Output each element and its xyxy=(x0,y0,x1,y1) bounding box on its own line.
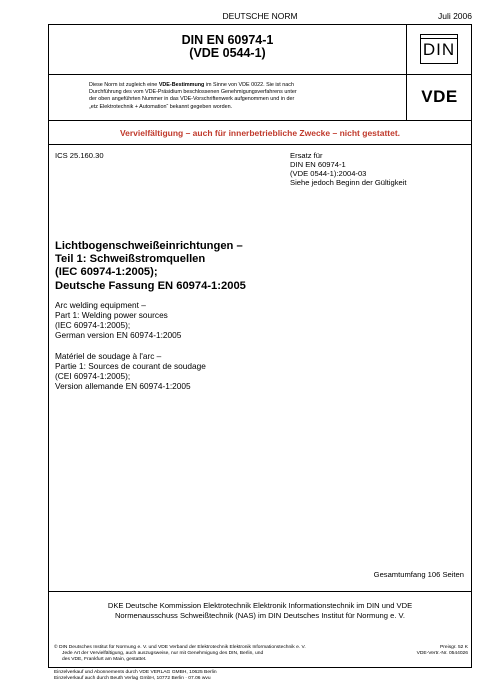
vde-logo xyxy=(408,75,471,120)
note-text: im Sinne von VDE 0022. Sie ist nach xyxy=(204,82,294,88)
note-line: „etz Elektrotechnik + Automation“ bekannt gegeben worden. xyxy=(89,103,233,110)
title-line: Lichtbogenschweißeinrichtungen – xyxy=(55,240,243,252)
replaces-line: Siehe jedoch Beginn der Gültigkeit xyxy=(290,178,407,187)
divider xyxy=(49,591,471,592)
total-pages: Gesamtumfang 106 Seiten xyxy=(373,570,464,579)
title-german xyxy=(55,240,246,293)
title-line: (CEI 60974-1:2005); xyxy=(55,371,131,381)
vde-classification-number: (VDE 0544-1) xyxy=(189,46,266,60)
ics-code: ICS 25.160.30 xyxy=(55,151,104,160)
replaces-line: DIN EN 60974-1 xyxy=(290,160,346,169)
norm-label: DEUTSCHE NORM xyxy=(222,11,298,21)
replaces-line: (VDE 0544-1):2004-03 xyxy=(290,169,367,178)
title-french xyxy=(55,351,206,391)
responsible-committees xyxy=(49,601,471,620)
title-line: Teil 1: Schweißstromquellen xyxy=(55,253,206,266)
divider xyxy=(49,144,471,145)
note-line xyxy=(89,82,398,89)
copyright-line: © DIN Deutsches Institut für Normung e. V. und VDE Verband der Elektrotechnik Elektronik Informationstechnik e. V. xyxy=(54,645,306,650)
din-logo-frame xyxy=(420,34,458,64)
price-info xyxy=(417,645,468,657)
replaces-line: Ersatz für xyxy=(290,151,323,160)
replaces-block xyxy=(290,151,407,187)
title-line: Part 1: Welding power sources xyxy=(55,310,168,320)
page-header xyxy=(48,11,472,23)
title-line: (IEC 60974-1:2005); xyxy=(55,266,158,279)
distribution-notice xyxy=(54,670,374,682)
price-group: Preisgr. 52 K xyxy=(440,645,468,650)
title-page-frame xyxy=(48,24,472,668)
copyright-line: des VDE, Frankfurt am Main, gestattet. xyxy=(62,657,147,663)
title-english xyxy=(55,300,181,340)
vde-note-row xyxy=(49,75,471,121)
din-logo-text: DIN xyxy=(422,40,456,59)
note-emphasis: VDE-Bestimmung xyxy=(158,82,205,88)
distribution-line: Einzelverkauf auch durch Beuth Verlag GmbH, 10772 Berlin · 07.06 wvu xyxy=(54,676,211,682)
title-line: Deutsche Fassung EN 60974-1:2005 xyxy=(55,279,246,292)
title-line: (IEC 60974-1:2005); xyxy=(55,320,131,330)
vde-logo-text: VDE xyxy=(421,87,458,106)
standard-number-block xyxy=(49,25,407,74)
standard-row xyxy=(49,25,471,75)
title-line: Arc welding equipment – xyxy=(55,300,146,310)
din-logo xyxy=(408,25,471,74)
committee-line: DKE Deutsche Kommission Elektrotechnik Elektronik Informationstechnik im DIN und VDE xyxy=(107,601,413,610)
note-text: Diese Norm ist zugleich eine xyxy=(89,82,159,88)
note-line: der oben angeführten Nummer in das VDE-Vorschriftenwerk aufgenommen und in der xyxy=(89,96,295,103)
title-line: Version allemande EN 60974-1:2005 xyxy=(55,381,191,391)
committee-line: Normenausschuss Schweißtechnik (NAS) im DIN Deutsches Institut für Normung e. V. xyxy=(114,610,406,620)
copyright-line: Jede Art der Vervielfältigung, auch auszugsweise, nur mit Genehmigung des DIN, Berlin, und xyxy=(62,651,264,657)
vde-order-number: VDE-Vertr.-Nr. 0544026 xyxy=(416,651,468,657)
copy-warning: Vervielfältigung – auch für innerbetriebliche Zwecke – nicht gestattet. xyxy=(119,128,401,138)
title-line: Partie 1: Sources de courant de soudage xyxy=(55,361,206,371)
note-line: Durchführung des vom VDE-Präsidium beschlossenen Genehmigungsverfahrens unter xyxy=(89,89,297,96)
vde-note xyxy=(49,75,407,120)
title-line: Matériel de soudage à l'arc – xyxy=(55,351,162,361)
distribution-line: Einzelverkauf und Abonnements durch VDE VERLAG GMBH, 10625 Berlin xyxy=(54,670,217,675)
publication-date: Juli 2006 xyxy=(437,11,472,21)
din-standard-number: DIN EN 60974-1 xyxy=(181,33,274,47)
title-line: German version EN 60974-1:2005 xyxy=(55,330,182,340)
copyright-notice xyxy=(54,645,374,664)
